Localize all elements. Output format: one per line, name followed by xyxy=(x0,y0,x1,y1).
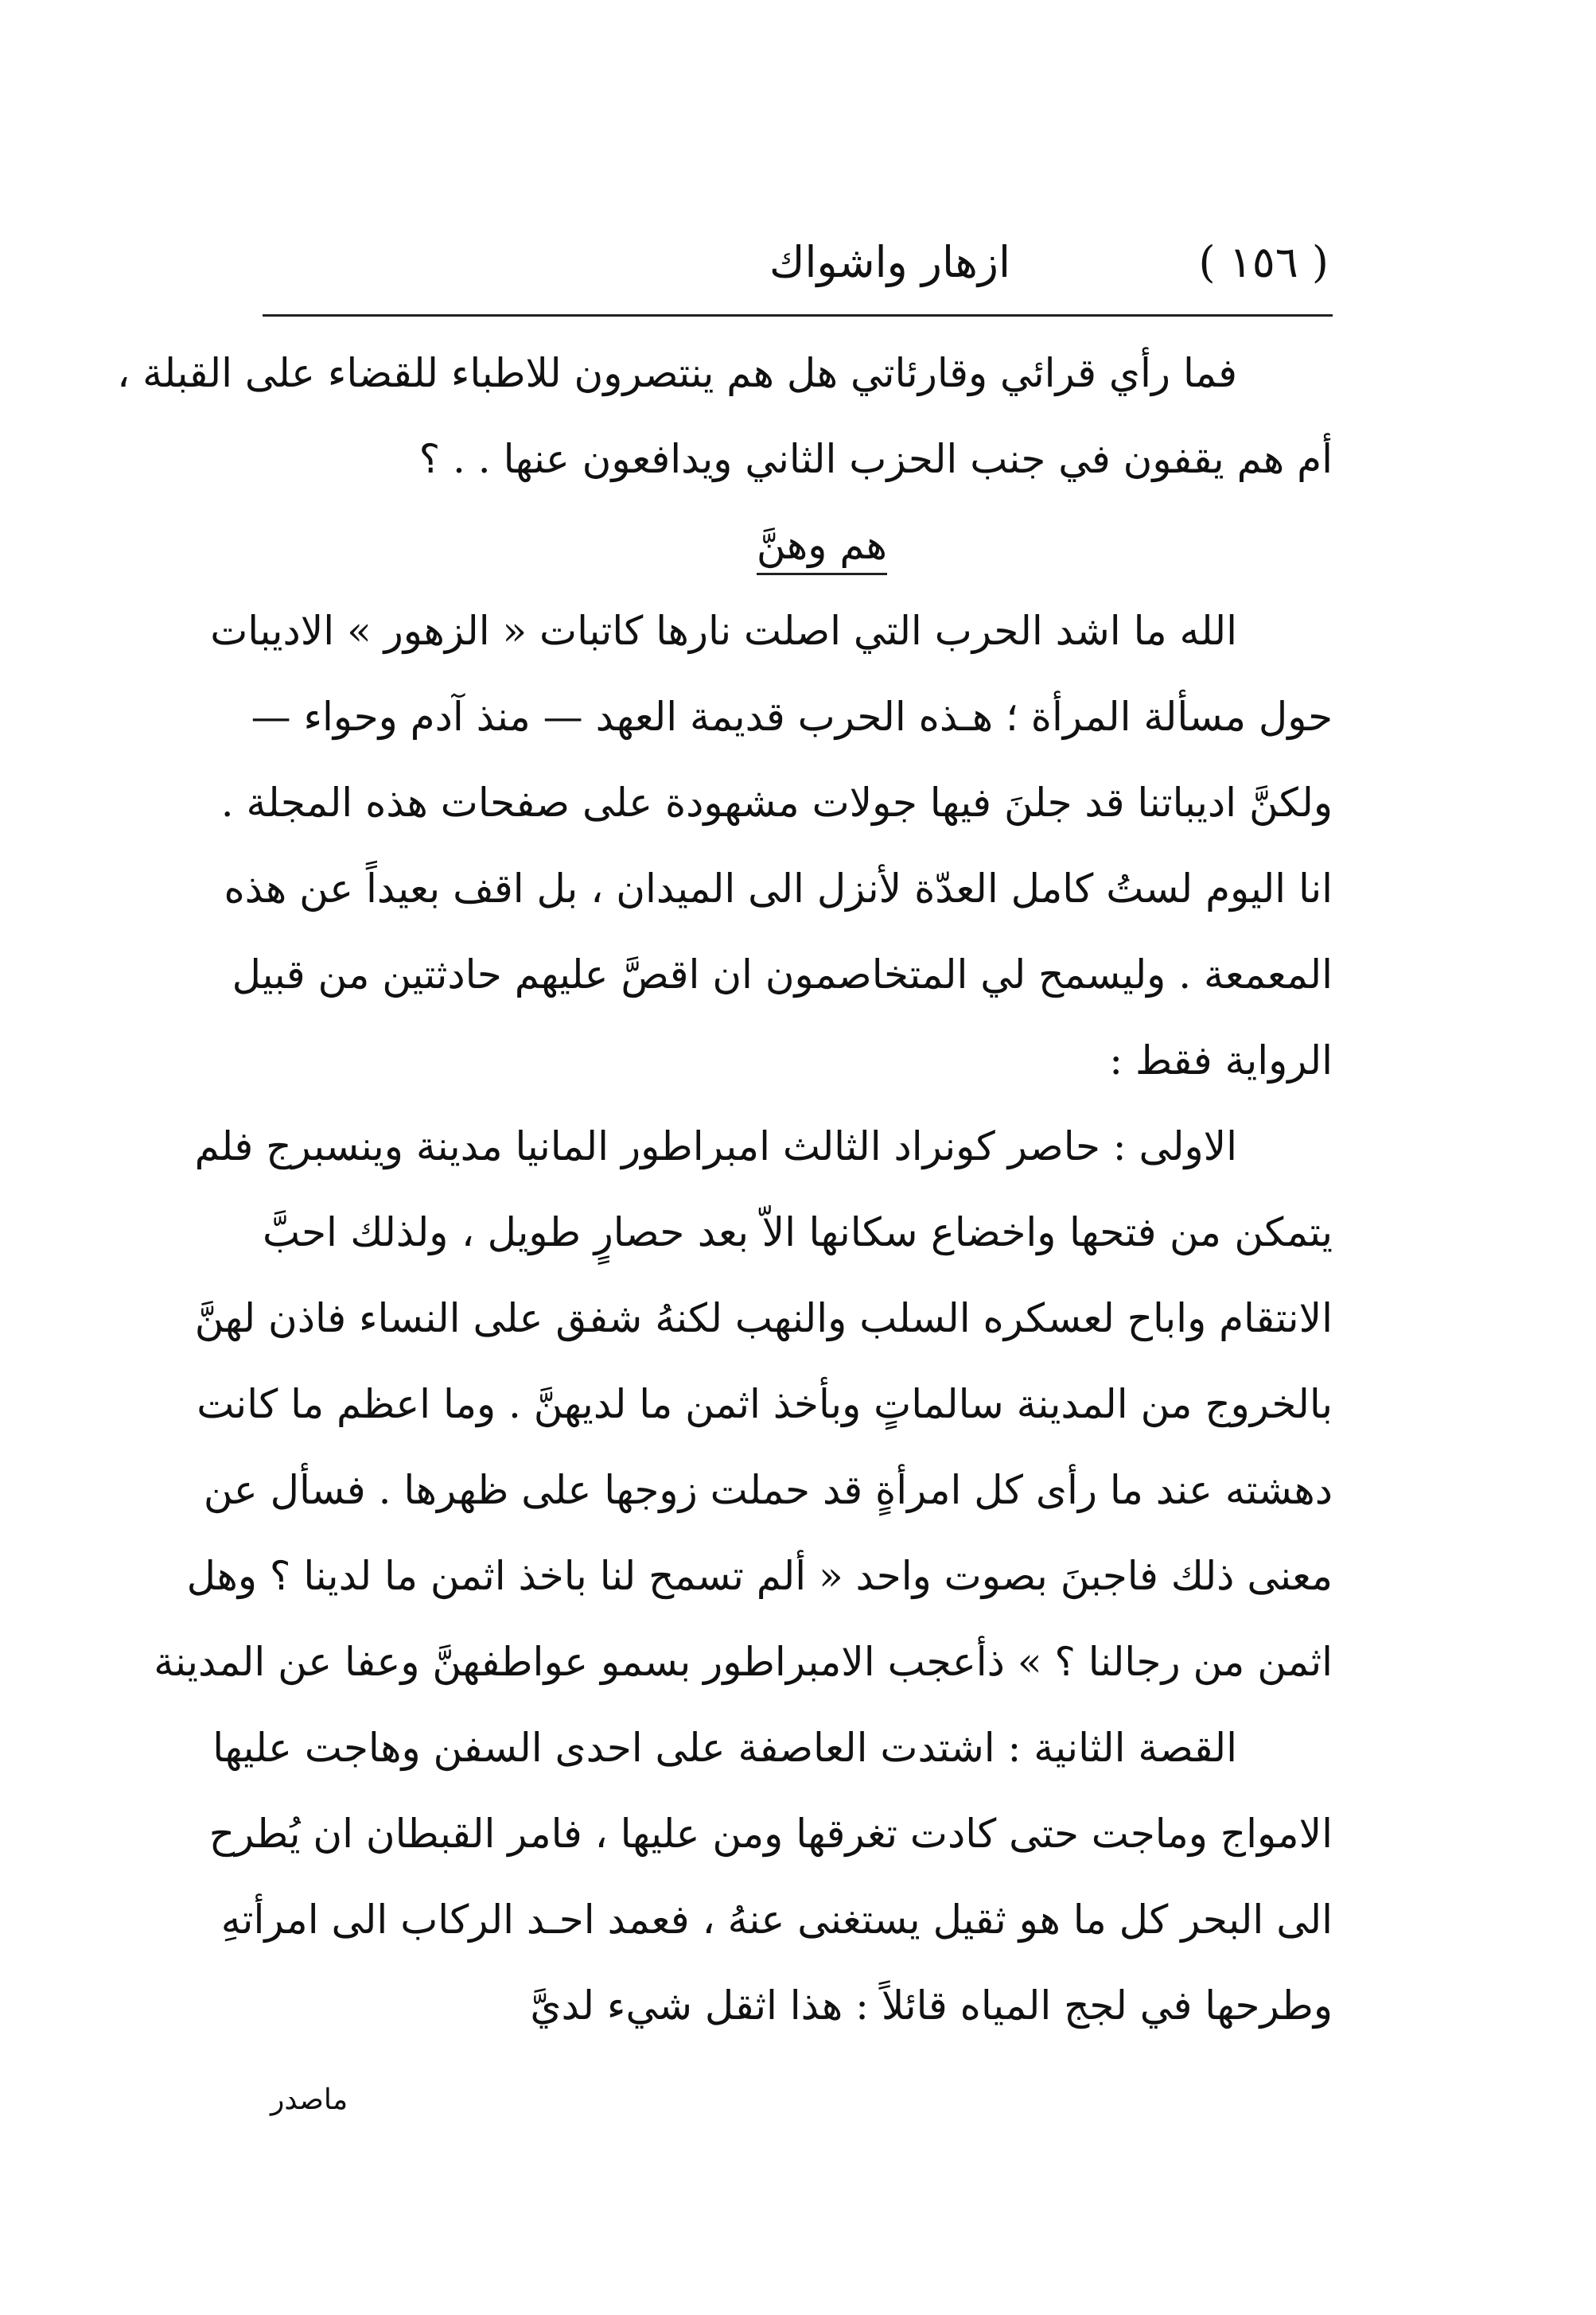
text-line: الله ما اشد الحرب التي اصلت نارها كاتبات « الزهور » الاديبات xyxy=(210,608,1237,654)
text-line: أم هم يقفون في جنب الحزب الثاني ويدافعون عنها . . ؟ xyxy=(418,436,1333,482)
text-line: بالخروج من المدينة سالماتٍ وبأخذ اثمن ما لديهنَّ . وما اعظم ما كانت xyxy=(197,1381,1333,1427)
catchword: ماصدر xyxy=(271,2084,348,2116)
text-line: الانتقام واباح لعسكره السلب والنهب لكنهُ شفق على النساء فاذن لهنَّ xyxy=(194,1295,1333,1341)
text-line: انا اليوم لستُ كامل العدّة لأنزل الى الميدان ، بل اقف بعيداً عن هذه xyxy=(224,866,1333,912)
text-line: حول مسألة المرأة ؛ هـذه الحرب قديمة العهد — منذ آدم وحواء — xyxy=(251,694,1333,740)
page-number: ( ١٥٦ ) xyxy=(1198,237,1329,287)
section-title-text: هم وهنَّ xyxy=(757,522,887,575)
text-line: المعمعة . وليسمح لي المتخاصمون ان اقصَّ عليهم حادثتين من قبيل xyxy=(232,951,1333,998)
running-title: ازهار واشواك xyxy=(769,237,1010,287)
text-line: الى البحر كل ما هو ثقيل يستغنى عنهُ ، فعمد احـد الركاب الى امرأتهِ xyxy=(220,1897,1333,1943)
page-header xyxy=(263,227,1329,298)
text-line: الرواية فقط : xyxy=(1109,1037,1333,1084)
body-text xyxy=(117,330,1333,2048)
text-line: القصة الثانية : اشتدت العاصفة على احدى السفن وهاجت عليها xyxy=(212,1725,1237,1771)
text-line: وطرحها في لجج المياه قائلاً : هذا اثقل شيء لديَّ xyxy=(530,1982,1333,2029)
text-line: اثمن من رجالنا ؟ » ذأعجب الامبراطور بسمو عواطفهنَّ وعفا عن المدينة xyxy=(154,1639,1333,1685)
text-line: الاولى : حاصر كونراد الثالث امبراطور المانيا مدينة وينسبرج فلم xyxy=(194,1123,1237,1169)
text-line: معنى ذلك فاجبنَ بصوت واحد « ألم تسمح لنا باخذ اثمن ما لدينا ؟ وهل xyxy=(186,1553,1333,1599)
section-title xyxy=(263,502,1333,588)
text-line: دهشته عند ما رأى كل امرأةٍ قد حملت زوجها على ظهرها . فسأل عن xyxy=(203,1467,1333,1513)
text-line: ولكنَّ اديباتنا قد جلنَ فيها جولات مشهودة على صفحات هذه المجلة . xyxy=(220,780,1333,826)
text-line: يتمكن من فتحها واخضاع سكانها الاّ بعد حصارٍ طويل ، ولذلك احبَّ xyxy=(263,1209,1333,1255)
text-line: الامواج وماجت حتى كادت تغرقها ومن عليها ، فامر القبطان ان يُطرح xyxy=(208,1811,1333,1857)
header-rule xyxy=(263,314,1333,317)
text-line: فما رأي قرائي وقارئاتي هل هم ينتصرون للاطباء للقضاء على القبلة ، xyxy=(117,350,1237,396)
